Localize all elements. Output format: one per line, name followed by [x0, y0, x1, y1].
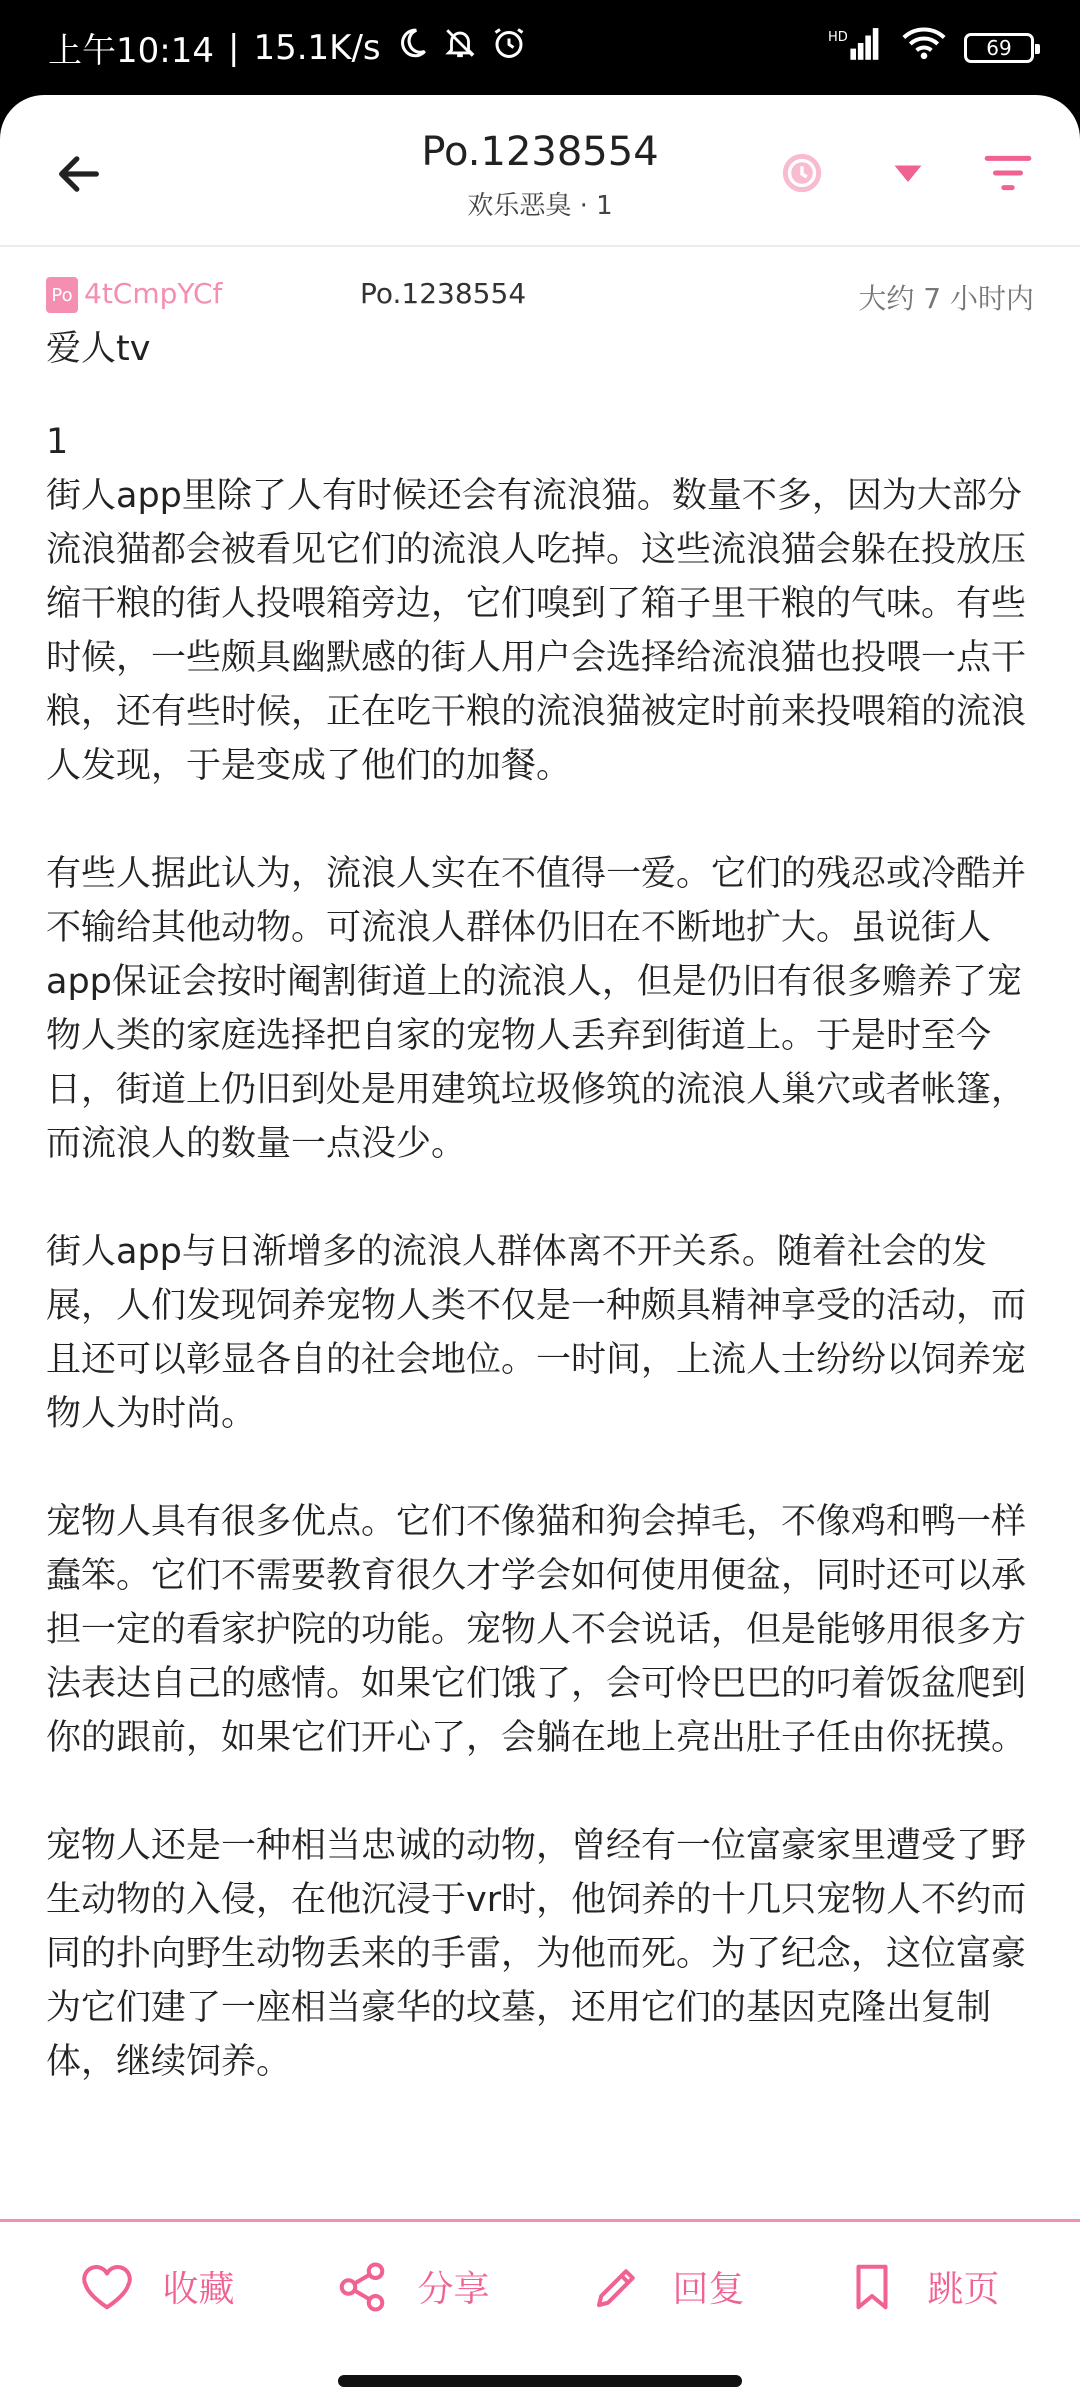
wifi-icon: [902, 26, 946, 69]
bottom-action-bar: [0, 2219, 1080, 2351]
bookmark-icon: [845, 2260, 899, 2314]
moon-icon: [395, 26, 429, 69]
svg-text:HD: HD: [828, 30, 848, 46]
timer-button[interactable]: [774, 145, 830, 201]
filter-button[interactable]: [980, 145, 1036, 201]
status-speed: 15.1K/s: [253, 27, 381, 68]
post-meta: [46, 265, 1034, 335]
favorite-label: 收藏: [162, 2269, 235, 2310]
post-content: [0, 247, 1080, 2307]
triangle-down-icon: [890, 155, 926, 191]
app-window: [0, 95, 1080, 2400]
reply-button[interactable]: [590, 2260, 744, 2314]
jump-page-label: 跳页: [927, 2269, 1000, 2310]
share-button[interactable]: [335, 2260, 489, 2314]
pencil-icon: [590, 2260, 644, 2314]
signal-icon: [828, 26, 884, 69]
status-time: 上午10:14: [48, 31, 214, 71]
header: [0, 95, 1080, 247]
post-time: 大约 7 小时内: [858, 282, 1034, 315]
favorite-button[interactable]: [80, 2260, 234, 2314]
share-icon: [335, 2260, 389, 2314]
post-body: 1 街人app里除了人有时候还会有流浪猫。数量不多，因为大部分流浪猫都会被看见它们的流浪人吃掉。这些流浪猫会躲在投放压缩干粮的街人投喂箱旁边，它们嗅到了箱子里干粮的气味。有些时候，一些颇具幽默感的街人用户会选择给流浪猫也投喂一点干粮，还有些时候，正在吃干粮的流浪猫被定时前来投喂箱的流浪人发现，于是变成了他们的加餐。 有些人据此认为，流浪人实在不值得一爱。它们的残忍或冷酷并不输给其他动物。可流浪人群体仍旧在不断地扩大。虽说街人app保证会按时阉割街道上的流浪人，但是仍旧有很多赡养了宠物人类的家庭选择把自家的宠物人丢弃到街道上。于是时至今日，街道上仍旧到处是用建筑垃圾修筑的流浪人巢穴或者帐篷，而流浪人的数量一点没少。 街人app与日渐增多的流浪人群体离不开关系。随着社会的发展，人们发现饲养宠物人类不仅是一种颇具精神享受的活动，而且还可以彰显各自的社会地位。一时间，上流人士纷纷以饲养宠物人为时尚。 宠物人具有很多优点。它们不像猫和狗会掉毛，不像鸡和鸭一样蠢笨。它们不需要教育很久才学会如何使用便盆，同时还可以承担一定的看家护院的功能。宠物人不会说话，但是能够用很多方法表达自己的感情。如果它们饿了，会可怜巴巴的叼着饭盆爬到你的跟前，如果它们开心了，会躺在地上亮出肚子任由你抚摸。 宠物人还是一种相当忠诚的动物，曾经有一位富豪家里遭受了野生动物的入侵，在他沉浸于vr时，他饲养的十几只宠物人不约而同的扑向野生动物丢来的手雷，为他而死。为了纪念，这位富豪为它们建了一座相当豪华的坟墓，还用它们的基因克隆出复制体，继续饲养。: [46, 422, 1027, 2082]
status-left: [48, 23, 527, 72]
jump-page-button[interactable]: [845, 2260, 999, 2314]
expand-button[interactable]: [880, 145, 936, 201]
alarm-icon: [491, 25, 527, 70]
page-title: Po.1238554: [421, 129, 659, 175]
status-bar: [0, 0, 1080, 95]
battery-icon: [964, 33, 1034, 63]
post-number[interactable]: Po.1238554: [360, 277, 527, 310]
status-right: [828, 26, 1034, 69]
timer-icon: [779, 150, 825, 196]
share-label: 分享: [417, 2269, 490, 2310]
page-subtitle: 欢乐恶臭 · 1: [467, 191, 613, 221]
reply-label: 回复: [672, 2269, 745, 2310]
home-indicator[interactable]: [338, 2375, 742, 2387]
battery-level: 69: [986, 35, 1012, 60]
heart-icon: [80, 2260, 134, 2314]
filter-icon: [983, 153, 1033, 193]
bell-off-icon: [443, 26, 477, 69]
po-badge: Po: [46, 277, 78, 313]
post-title: 爱人tv: [46, 329, 151, 369]
user-id[interactable]: 4tCmpYCf: [84, 277, 223, 310]
status-divider: |: [227, 27, 240, 68]
